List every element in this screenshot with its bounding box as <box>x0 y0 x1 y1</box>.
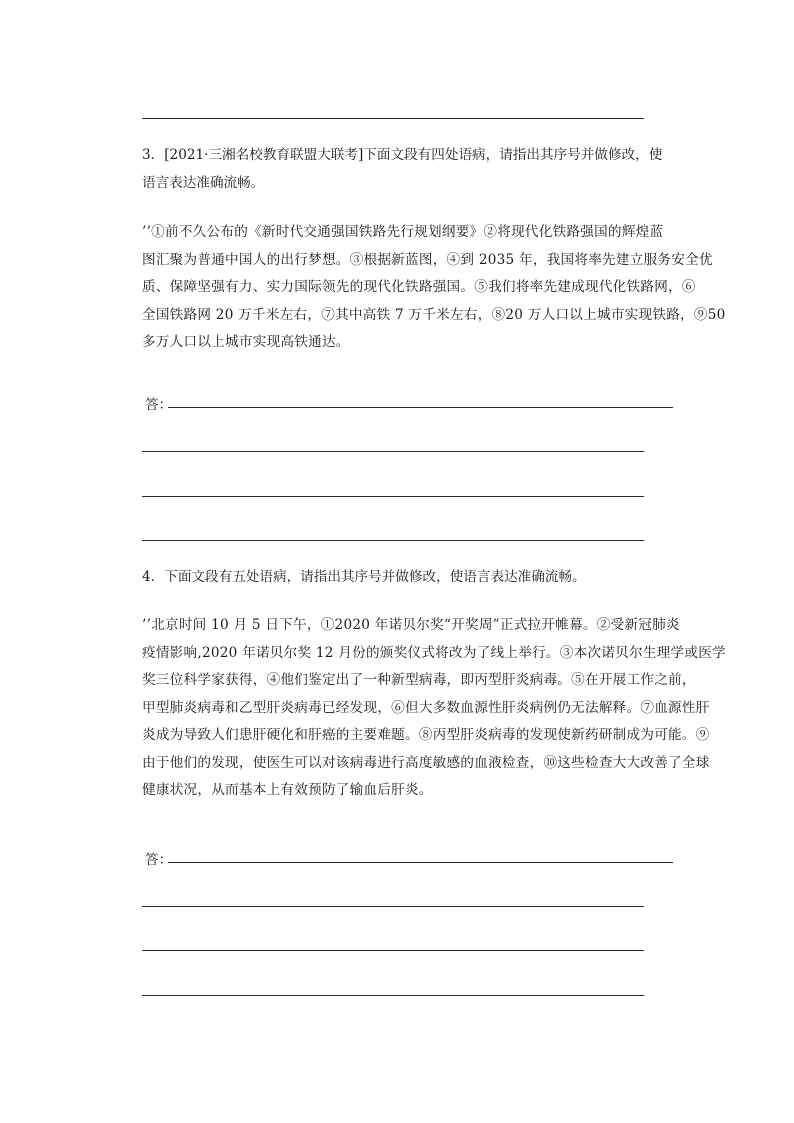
question-4-answer-line[interactable] <box>142 950 644 951</box>
question-3-passage <box>142 219 726 357</box>
passage-line: 质、保障坚强有力、实力国际领先的现代化铁路强国。⑤我们将率先建成现代化铁路网，⑥ <box>142 279 696 295</box>
passage-line: 由于他们的发现，使医生可以对该病毒进行高度敏感的血液检查，⑩这些检查大大改善了全球 <box>142 754 710 771</box>
passage-line: 全国铁路网 20 万千米左右，⑦其中高铁 7 万千米左右，⑧20 万人口以上城市实现铁路，⑨50 <box>142 306 726 323</box>
question-3-prompt-line-2: 语言表达准确流畅。 <box>142 175 265 191</box>
question-4-answer-line[interactable] <box>168 862 673 863</box>
question-4-passage <box>142 612 726 805</box>
passage-line: 图汇聚为普通中国人的出行梦想。③根据新蓝图，④到 2035 年，我国将率先建立服务安全优 <box>142 251 713 268</box>
passage-line: ’’北京时间 10 月 5 日下午，①2020 年诺贝尔奖“开奖周”正式拉开帷幕。②受新冠肺炎 <box>142 617 680 633</box>
question-3-answer-label: 答： <box>145 397 173 413</box>
passage-line: 健康状况，从而基本上有效预防了输血后肝炎。 <box>142 782 433 798</box>
question-3-prompt-line-1: 3．[2021·三湘名校教育联盟大联考]下面文段有四处语病，请指出其序号并做修改，使 <box>142 147 663 163</box>
question-4-prompt: 4．下面文段有五处语病，请指出其序号并做修改，使语言表达准确流畅。 <box>142 569 586 585</box>
question-4-answer-label: 答： <box>145 852 173 868</box>
answer-line-top <box>142 118 644 119</box>
question-3-answer-line[interactable] <box>142 540 644 541</box>
passage-line: 多万人口以上城市实现高铁通达。 <box>142 334 350 350</box>
question-3-answer-line[interactable] <box>142 496 644 497</box>
passage-line: 奖三位科学家获得，④他们鉴定出了一种新型病毒，即丙型肝炎病毒。⑤在开展工作之前， <box>142 672 696 688</box>
question-4-answer-line[interactable] <box>142 906 644 907</box>
question-4-answer-line[interactable] <box>142 995 644 996</box>
passage-line: 甲型肺炎病毒和乙型肝炎病毒已经发现，⑥但大多数血源性肝炎病例仍无法解释。⑦血源性肝 <box>142 699 710 716</box>
passage-line: 疫情影响,2020 年诺贝尔奖 12 月份的颁奖仪式将改为了线上举行。③本次诺贝尔生理学或医学 <box>142 644 726 661</box>
question-3-answer-line[interactable] <box>142 451 644 452</box>
passage-line: 炎成为导致人们患肝硬化和肝癌的主要难题。⑧丙型肝炎病毒的发现使新药研制成为可能。⑨ <box>142 727 710 743</box>
passage-line: ’’①前不久公布的《新时代交通强国铁路先行规划纲要》②将现代化铁路强国的辉煌蓝 <box>142 224 664 240</box>
question-3-answer-line[interactable] <box>168 407 673 408</box>
